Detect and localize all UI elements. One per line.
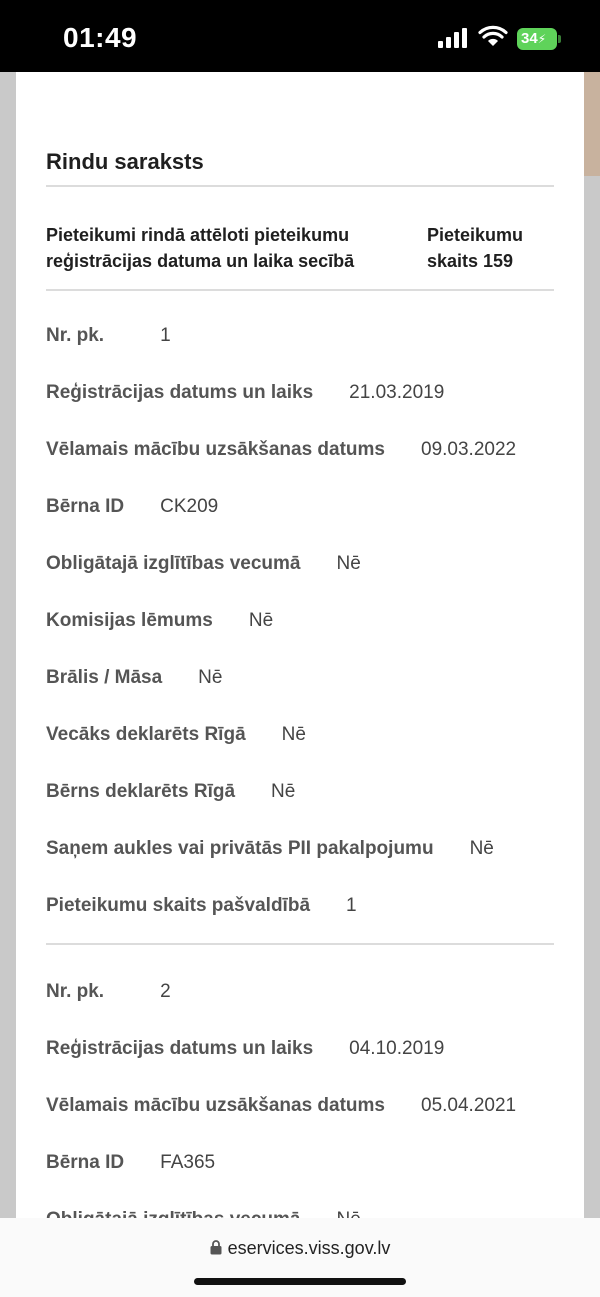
field-value: 2 xyxy=(160,981,171,1002)
queue-list-card xyxy=(16,72,584,1218)
field-label: Bērna ID xyxy=(46,1152,125,1173)
lock-icon xyxy=(210,1240,222,1255)
scrollbar-thumb[interactable] xyxy=(584,72,600,176)
field-value: Nē xyxy=(271,781,296,802)
list-description: Pieteikumi rindā attēloti pieteikumu reģistrācijas datuma un laika secībā xyxy=(46,225,355,271)
page-title: Rindu saraksts xyxy=(46,149,204,174)
record-row xyxy=(46,495,218,519)
home-indicator[interactable] xyxy=(194,1278,406,1285)
record-row xyxy=(46,438,516,462)
record-row xyxy=(46,666,222,690)
record-row xyxy=(46,723,306,747)
field-label: Obligātajā izglītības vecumā xyxy=(46,553,301,574)
battery-level: 34 xyxy=(521,30,538,47)
page-background-left xyxy=(0,72,16,1218)
header-divider xyxy=(46,289,554,291)
field-value: Nē xyxy=(198,667,223,688)
cellular-signal-icon xyxy=(438,28,470,48)
field-value: Nē xyxy=(469,838,494,859)
url-text: eservices.viss.gov.lv xyxy=(227,1238,391,1258)
field-value: 05.04.2021 xyxy=(421,1095,517,1116)
field-label: Reģistrācijas datums un laiks xyxy=(46,382,314,403)
field-label: Nr. pk. xyxy=(46,325,105,346)
field-value: Nē xyxy=(336,553,361,574)
field-value: 21.03.2019 xyxy=(349,382,445,403)
field-value: Nē xyxy=(248,610,274,631)
title-divider xyxy=(46,185,554,187)
field-label: Vēlamais mācību uzsākšanas datums xyxy=(46,1095,385,1116)
record-row xyxy=(46,1037,444,1061)
field-label: Vēlamais mācību uzsākšanas datums xyxy=(46,439,385,460)
field-label: Komisijas lēmums xyxy=(46,610,213,631)
wifi-icon xyxy=(479,26,507,48)
status-time: 01:49 xyxy=(63,22,138,53)
record-row xyxy=(46,1151,215,1175)
field-value: Nē xyxy=(281,724,306,745)
field-value: 04.10.2019 xyxy=(349,1038,445,1059)
field-label: Vecāks deklarēts Rīgā xyxy=(46,724,246,745)
field-label: Saņem aukles vai privātās PII pakalpojumu xyxy=(46,838,434,859)
record-row xyxy=(46,894,357,918)
field-value: 1 xyxy=(160,325,171,346)
record-row xyxy=(46,609,273,633)
record-row xyxy=(46,1094,516,1118)
field-value: 09.03.2022 xyxy=(421,439,517,460)
field-label: Brālis / Māsa xyxy=(46,667,163,688)
battery-icon: 34⚡ xyxy=(517,28,557,50)
record-row xyxy=(46,780,295,804)
field-label: Pieteikumu skaits pašvaldībā xyxy=(46,895,311,916)
record-row xyxy=(46,324,171,348)
field-label: Bērns deklarēts Rīgā xyxy=(46,781,236,802)
record-row xyxy=(46,381,444,405)
field-value: 1 xyxy=(346,895,357,916)
application-count: Pieteikumu skaits 159 xyxy=(427,225,524,271)
status-bar xyxy=(0,0,600,72)
page-background-right xyxy=(584,72,600,1218)
url-display[interactable] xyxy=(0,1238,600,1259)
field-label: Bērna ID xyxy=(46,496,125,517)
record-row xyxy=(46,837,494,861)
record-divider xyxy=(46,943,554,945)
record-row xyxy=(46,552,361,576)
field-label: Reģistrācijas datums un laiks xyxy=(46,1038,314,1059)
field-label: Nr. pk. xyxy=(46,981,105,1002)
field-value: FA365 xyxy=(160,1152,216,1173)
field-value: CK209 xyxy=(160,496,219,517)
record-row xyxy=(46,980,171,1004)
browser-address-bar[interactable] xyxy=(0,1218,600,1297)
